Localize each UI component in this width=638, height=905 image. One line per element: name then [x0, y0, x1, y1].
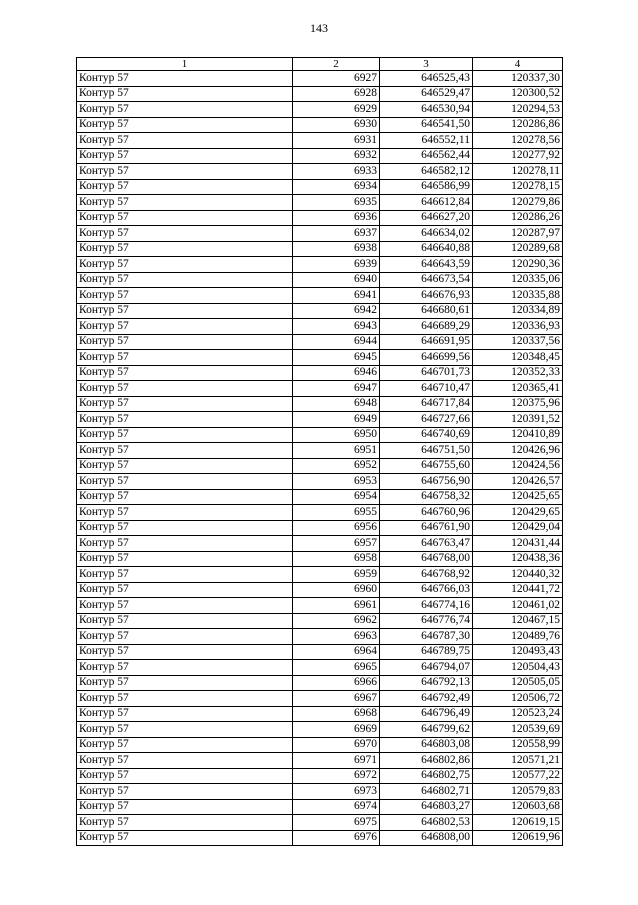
table-row: [77, 164, 563, 180]
y-coordinate-cell: 120431,44: [473, 536, 563, 552]
y-coordinate-cell: 120287,97: [473, 226, 563, 242]
y-coordinate-cell: 120337,56: [473, 334, 563, 350]
contour-name-cell: Контур 57: [77, 567, 293, 583]
contour-name-cell: Контур 57: [77, 241, 293, 257]
y-coordinate-cell: 120426,57: [473, 474, 563, 490]
table-row: [77, 443, 563, 459]
point-number-cell: 6957: [293, 536, 380, 552]
x-coordinate-cell: 646789,75: [380, 644, 473, 660]
contour-name-cell: Контур 57: [77, 737, 293, 753]
x-coordinate-cell: 646525,43: [380, 71, 473, 87]
y-coordinate-cell: 120337,30: [473, 71, 563, 87]
table-row: [77, 288, 563, 304]
y-coordinate-cell: 120505,05: [473, 675, 563, 691]
y-coordinate-cell: 120300,52: [473, 86, 563, 102]
y-coordinate-cell: 120278,15: [473, 179, 563, 195]
page-number: 143: [310, 21, 328, 35]
y-coordinate-cell: 120424,56: [473, 458, 563, 474]
table-header: [77, 58, 563, 71]
table-row: [77, 722, 563, 738]
contour-name-cell: Контур 57: [77, 458, 293, 474]
x-coordinate-cell: 646640,88: [380, 241, 473, 257]
table-row: [77, 381, 563, 397]
contour-name-cell: Контур 57: [77, 443, 293, 459]
contour-name-cell: Контур 57: [77, 691, 293, 707]
x-coordinate-cell: 646803,27: [380, 799, 473, 815]
table-row: [77, 396, 563, 412]
table-row: [77, 567, 563, 583]
point-number-cell: 6931: [293, 133, 380, 149]
point-number-cell: 6929: [293, 102, 380, 118]
y-coordinate-cell: 120579,83: [473, 784, 563, 800]
y-coordinate-cell: 120523,24: [473, 706, 563, 722]
y-coordinate-cell: 120461,02: [473, 598, 563, 614]
contour-name-cell: Контур 57: [77, 303, 293, 319]
table-row: [77, 644, 563, 660]
point-number-cell: 6971: [293, 753, 380, 769]
x-coordinate-cell: 646787,30: [380, 629, 473, 645]
table-row: [77, 303, 563, 319]
x-coordinate-cell: 646691,95: [380, 334, 473, 350]
point-number-cell: 6973: [293, 784, 380, 800]
x-coordinate-cell: 646562,44: [380, 148, 473, 164]
point-number-cell: 6975: [293, 815, 380, 831]
header-col-3: 3: [380, 58, 473, 71]
x-coordinate-cell: 646796,49: [380, 706, 473, 722]
table-row: [77, 753, 563, 769]
contour-name-cell: Контур 57: [77, 226, 293, 242]
x-coordinate-cell: 646586,99: [380, 179, 473, 195]
table-row: [77, 706, 563, 722]
x-coordinate-cell: 646529,47: [380, 86, 473, 102]
point-number-cell: 6934: [293, 179, 380, 195]
point-number-cell: 6927: [293, 71, 380, 87]
table-row: [77, 784, 563, 800]
x-coordinate-cell: 646802,71: [380, 784, 473, 800]
table-row: [77, 102, 563, 118]
contour-name-cell: Контур 57: [77, 660, 293, 676]
table-row: [77, 71, 563, 87]
point-number-cell: 6930: [293, 117, 380, 133]
y-coordinate-cell: 120603,68: [473, 799, 563, 815]
x-coordinate-cell: 646756,90: [380, 474, 473, 490]
table-row: [77, 365, 563, 381]
contour-name-cell: Контур 57: [77, 257, 293, 273]
y-coordinate-cell: 120489,76: [473, 629, 563, 645]
y-coordinate-cell: 120558,99: [473, 737, 563, 753]
y-coordinate-cell: 120334,89: [473, 303, 563, 319]
point-number-cell: 6958: [293, 551, 380, 567]
y-coordinate-cell: 120289,68: [473, 241, 563, 257]
y-coordinate-cell: 120438,36: [473, 551, 563, 567]
y-coordinate-cell: 120290,36: [473, 257, 563, 273]
x-coordinate-cell: 646758,32: [380, 489, 473, 505]
y-coordinate-cell: 120279,86: [473, 195, 563, 211]
x-coordinate-cell: 646552,11: [380, 133, 473, 149]
y-coordinate-cell: 120577,22: [473, 768, 563, 784]
point-number-cell: 6959: [293, 567, 380, 583]
x-coordinate-cell: 646794,07: [380, 660, 473, 676]
table-row: [77, 629, 563, 645]
contour-name-cell: Контур 57: [77, 272, 293, 288]
contour-name-cell: Контур 57: [77, 706, 293, 722]
y-coordinate-cell: 120571,21: [473, 753, 563, 769]
point-number-cell: 6964: [293, 644, 380, 660]
x-coordinate-cell: 646582,12: [380, 164, 473, 180]
contour-name-cell: Контур 57: [77, 381, 293, 397]
x-coordinate-cell: 646766,03: [380, 582, 473, 598]
contour-name-cell: Контур 57: [77, 675, 293, 691]
header-col-2: 2: [293, 58, 380, 71]
contour-name-cell: Контур 57: [77, 86, 293, 102]
contour-name-cell: Контур 57: [77, 334, 293, 350]
table-row: [77, 582, 563, 598]
table-row: [77, 241, 563, 257]
x-coordinate-cell: 646717,84: [380, 396, 473, 412]
point-number-cell: 6938: [293, 241, 380, 257]
table-row: [77, 272, 563, 288]
table-row: [77, 737, 563, 753]
x-coordinate-cell: 646802,53: [380, 815, 473, 831]
coordinates-table: [76, 57, 563, 846]
x-coordinate-cell: 646774,16: [380, 598, 473, 614]
y-coordinate-cell: 120277,92: [473, 148, 563, 164]
y-coordinate-cell: 120391,52: [473, 412, 563, 428]
point-number-cell: 6954: [293, 489, 380, 505]
y-coordinate-cell: 120335,06: [473, 272, 563, 288]
table-row: [77, 117, 563, 133]
x-coordinate-cell: 646802,86: [380, 753, 473, 769]
contour-name-cell: Контур 57: [77, 551, 293, 567]
y-coordinate-cell: 120336,93: [473, 319, 563, 335]
y-coordinate-cell: 120493,43: [473, 644, 563, 660]
x-coordinate-cell: 646792,49: [380, 691, 473, 707]
table-row: [77, 86, 563, 102]
contour-name-cell: Контур 57: [77, 117, 293, 133]
point-number-cell: 6956: [293, 520, 380, 536]
y-coordinate-cell: 120426,96: [473, 443, 563, 459]
contour-name-cell: Контур 57: [77, 396, 293, 412]
point-number-cell: 6945: [293, 350, 380, 366]
point-number-cell: 6976: [293, 830, 380, 846]
contour-name-cell: Контур 57: [77, 489, 293, 505]
table-body: [77, 71, 563, 846]
point-number-cell: 6965: [293, 660, 380, 676]
y-coordinate-cell: 120539,69: [473, 722, 563, 738]
x-coordinate-cell: 646727,66: [380, 412, 473, 428]
contour-name-cell: Контур 57: [77, 102, 293, 118]
contour-name-cell: Контур 57: [77, 412, 293, 428]
point-number-cell: 6937: [293, 226, 380, 242]
y-coordinate-cell: 120278,56: [473, 133, 563, 149]
x-coordinate-cell: 646760,96: [380, 505, 473, 521]
table-row: [77, 350, 563, 366]
point-number-cell: 6974: [293, 799, 380, 815]
table-row: [77, 551, 563, 567]
contour-name-cell: Контур 57: [77, 536, 293, 552]
point-number-cell: 6972: [293, 768, 380, 784]
y-coordinate-cell: 120375,96: [473, 396, 563, 412]
point-number-cell: 6960: [293, 582, 380, 598]
point-number-cell: 6936: [293, 210, 380, 226]
table-row: [77, 210, 563, 226]
contour-name-cell: Контур 57: [77, 474, 293, 490]
x-coordinate-cell: 646627,20: [380, 210, 473, 226]
y-coordinate-cell: 120286,86: [473, 117, 563, 133]
header-col-1: 1: [77, 58, 293, 71]
x-coordinate-cell: 646634,02: [380, 226, 473, 242]
x-coordinate-cell: 646768,00: [380, 551, 473, 567]
point-number-cell: 6969: [293, 722, 380, 738]
y-coordinate-cell: 120504,43: [473, 660, 563, 676]
x-coordinate-cell: 646643,59: [380, 257, 473, 273]
y-coordinate-cell: 120286,26: [473, 210, 563, 226]
x-coordinate-cell: 646530,94: [380, 102, 473, 118]
contour-name-cell: Контур 57: [77, 582, 293, 598]
x-coordinate-cell: 646612,84: [380, 195, 473, 211]
table-row: [77, 691, 563, 707]
point-number-cell: 6963: [293, 629, 380, 645]
contour-name-cell: Контур 57: [77, 629, 293, 645]
y-coordinate-cell: 120440,32: [473, 567, 563, 583]
point-number-cell: 6943: [293, 319, 380, 335]
point-number-cell: 6966: [293, 675, 380, 691]
point-number-cell: 6948: [293, 396, 380, 412]
table-row: [77, 675, 563, 691]
table-row: [77, 133, 563, 149]
contour-name-cell: Контур 57: [77, 288, 293, 304]
point-number-cell: 6968: [293, 706, 380, 722]
contour-name-cell: Контур 57: [77, 598, 293, 614]
point-number-cell: 6952: [293, 458, 380, 474]
contour-name-cell: Контур 57: [77, 427, 293, 443]
x-coordinate-cell: 646673,54: [380, 272, 473, 288]
point-number-cell: 6932: [293, 148, 380, 164]
table-row: [77, 257, 563, 273]
table-row: [77, 489, 563, 505]
y-coordinate-cell: 120335,88: [473, 288, 563, 304]
point-number-cell: 6935: [293, 195, 380, 211]
contour-name-cell: Контур 57: [77, 505, 293, 521]
x-coordinate-cell: 646699,56: [380, 350, 473, 366]
table-row: [77, 505, 563, 521]
contour-name-cell: Контур 57: [77, 195, 293, 211]
contour-name-cell: Контур 57: [77, 753, 293, 769]
x-coordinate-cell: 646799,62: [380, 722, 473, 738]
x-coordinate-cell: 646740,69: [380, 427, 473, 443]
contour-name-cell: Контур 57: [77, 210, 293, 226]
table-row: [77, 319, 563, 335]
table-row: [77, 660, 563, 676]
table-row: [77, 613, 563, 629]
point-number-cell: 6955: [293, 505, 380, 521]
point-number-cell: 6949: [293, 412, 380, 428]
contour-name-cell: Контур 57: [77, 644, 293, 660]
table-row: [77, 195, 563, 211]
point-number-cell: 6933: [293, 164, 380, 180]
y-coordinate-cell: 120429,65: [473, 505, 563, 521]
y-coordinate-cell: 120278,11: [473, 164, 563, 180]
x-coordinate-cell: 646751,50: [380, 443, 473, 459]
contour-name-cell: Контур 57: [77, 613, 293, 629]
contour-name-cell: Контур 57: [77, 179, 293, 195]
point-number-cell: 6961: [293, 598, 380, 614]
y-coordinate-cell: 120425,65: [473, 489, 563, 505]
contour-name-cell: Контур 57: [77, 350, 293, 366]
header-row: [77, 58, 563, 71]
x-coordinate-cell: 646541,50: [380, 117, 473, 133]
x-coordinate-cell: 646808,00: [380, 830, 473, 846]
point-number-cell: 6951: [293, 443, 380, 459]
y-coordinate-cell: 120294,53: [473, 102, 563, 118]
contour-name-cell: Контур 57: [77, 365, 293, 381]
table-row: [77, 815, 563, 831]
table-row: [77, 536, 563, 552]
contour-name-cell: Контур 57: [77, 815, 293, 831]
contour-name-cell: Контур 57: [77, 830, 293, 846]
point-number-cell: 6967: [293, 691, 380, 707]
contour-name-cell: Контур 57: [77, 148, 293, 164]
contour-name-cell: Контур 57: [77, 319, 293, 335]
point-number-cell: 6928: [293, 86, 380, 102]
y-coordinate-cell: 120506,72: [473, 691, 563, 707]
x-coordinate-cell: 646803,08: [380, 737, 473, 753]
y-coordinate-cell: 120467,15: [473, 613, 563, 629]
contour-name-cell: Контур 57: [77, 799, 293, 815]
x-coordinate-cell: 646755,60: [380, 458, 473, 474]
table-row: [77, 768, 563, 784]
x-coordinate-cell: 646676,93: [380, 288, 473, 304]
contour-name-cell: Контур 57: [77, 164, 293, 180]
x-coordinate-cell: 646680,61: [380, 303, 473, 319]
point-number-cell: 6953: [293, 474, 380, 490]
x-coordinate-cell: 646761,90: [380, 520, 473, 536]
table-row: [77, 598, 563, 614]
point-number-cell: 6947: [293, 381, 380, 397]
point-number-cell: 6941: [293, 288, 380, 304]
table-row: [77, 474, 563, 490]
contour-name-cell: Контур 57: [77, 133, 293, 149]
y-coordinate-cell: 120441,72: [473, 582, 563, 598]
table-row: [77, 427, 563, 443]
point-number-cell: 6946: [293, 365, 380, 381]
y-coordinate-cell: 120410,89: [473, 427, 563, 443]
x-coordinate-cell: 646768,92: [380, 567, 473, 583]
x-coordinate-cell: 646792,13: [380, 675, 473, 691]
point-number-cell: 6950: [293, 427, 380, 443]
contour-name-cell: Контур 57: [77, 784, 293, 800]
y-coordinate-cell: 120619,15: [473, 815, 563, 831]
point-number-cell: 6940: [293, 272, 380, 288]
table-row: [77, 148, 563, 164]
table-row: [77, 458, 563, 474]
x-coordinate-cell: 646710,47: [380, 381, 473, 397]
table-row: [77, 830, 563, 846]
x-coordinate-cell: 646689,29: [380, 319, 473, 335]
contour-name-cell: Контур 57: [77, 71, 293, 87]
table-row: [77, 412, 563, 428]
contour-name-cell: Контур 57: [77, 768, 293, 784]
header-col-4: 4: [473, 58, 563, 71]
x-coordinate-cell: 646763,47: [380, 536, 473, 552]
point-number-cell: 6942: [293, 303, 380, 319]
table-row: [77, 179, 563, 195]
table-row: [77, 226, 563, 242]
point-number-cell: 6970: [293, 737, 380, 753]
y-coordinate-cell: 120429,04: [473, 520, 563, 536]
y-coordinate-cell: 120352,33: [473, 365, 563, 381]
point-number-cell: 6939: [293, 257, 380, 273]
point-number-cell: 6962: [293, 613, 380, 629]
contour-name-cell: Контур 57: [77, 722, 293, 738]
point-number-cell: 6944: [293, 334, 380, 350]
table-row: [77, 334, 563, 350]
table-row: [77, 799, 563, 815]
y-coordinate-cell: 120619,96: [473, 830, 563, 846]
x-coordinate-cell: 646776,74: [380, 613, 473, 629]
x-coordinate-cell: 646701,73: [380, 365, 473, 381]
x-coordinate-cell: 646802,75: [380, 768, 473, 784]
y-coordinate-cell: 120365,41: [473, 381, 563, 397]
table-row: [77, 520, 563, 536]
y-coordinate-cell: 120348,45: [473, 350, 563, 366]
contour-name-cell: Контур 57: [77, 520, 293, 536]
